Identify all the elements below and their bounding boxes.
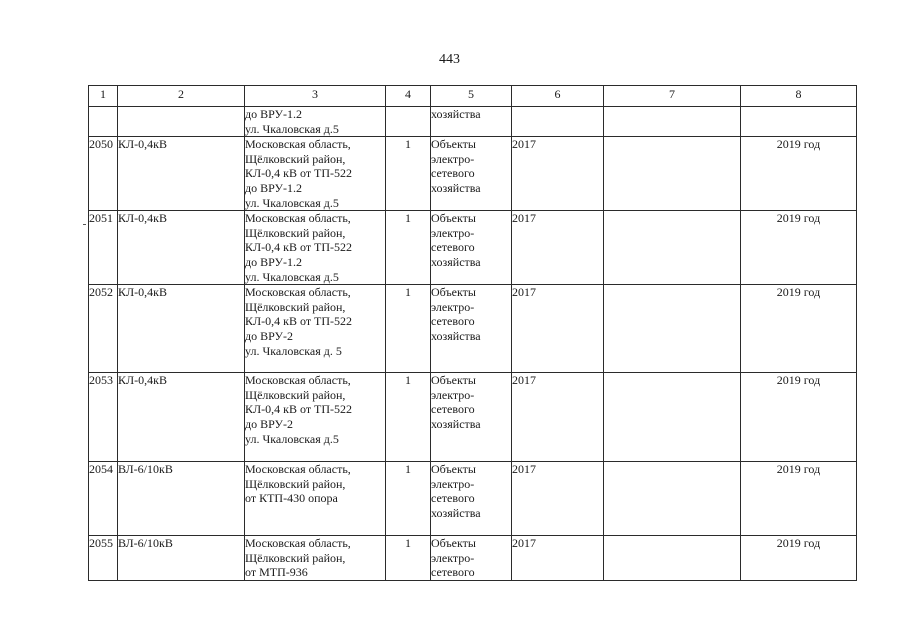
cell-number: 2052 xyxy=(89,285,118,373)
cell-quantity: 1 xyxy=(386,285,431,373)
registry-table xyxy=(88,85,857,581)
cell-type: КЛ-0,4кВ xyxy=(118,137,245,211)
scan-mark xyxy=(83,224,86,225)
cell-year: 2017 xyxy=(512,285,604,373)
cell-category: хозяйства xyxy=(431,107,512,137)
cell-category: Объекты электро- сетевого хозяйства xyxy=(431,462,512,536)
page-number: 443 xyxy=(439,52,460,67)
cell-year: 2017 xyxy=(512,137,604,211)
cell-period: 2019 год xyxy=(741,373,857,462)
cell-period: 2019 год xyxy=(741,462,857,536)
cell-address: до ВРУ-1.2 ул. Чкаловская д.5 xyxy=(245,107,386,137)
cell-quantity: 1 xyxy=(386,211,431,285)
header-row xyxy=(89,86,857,107)
cell-col7 xyxy=(604,536,741,581)
cell-address: Московская область, Щёлковский район, от МТП-936 xyxy=(245,536,386,581)
cell-category: Объекты электро- сетевого хозяйства xyxy=(431,211,512,285)
cell-year: 2017 xyxy=(512,462,604,536)
cell-number xyxy=(89,107,118,137)
header-col-1: 1 xyxy=(89,86,118,107)
cell-col7 xyxy=(604,373,741,462)
cell-period xyxy=(741,107,857,137)
cell-quantity: 1 xyxy=(386,536,431,581)
cell-year xyxy=(512,107,604,137)
header-col-8: 8 xyxy=(741,86,857,107)
header-col-4: 4 xyxy=(386,86,431,107)
cell-type xyxy=(118,107,245,137)
cell-number: 2054 xyxy=(89,462,118,536)
cell-address: Московская область, Щёлковский район, КЛ-0,4 кВ от ТП-522 до ВРУ-1.2 ул. Чкаловская д.5 xyxy=(245,137,386,211)
header-col-6: 6 xyxy=(512,86,604,107)
cell-address: Московская область, Щёлковский район, КЛ-0,4 кВ от ТП-522 до ВРУ-2 ул. Чкаловская д.5 xyxy=(245,373,386,462)
cell-category: Объекты электро- сетевого хозяйства xyxy=(431,137,512,211)
header-col-2: 2 xyxy=(118,86,245,107)
cell-address: Московская область, Щёлковский район, КЛ-0,4 кВ от ТП-522 до ВРУ-2 ул. Чкаловская д. 5 xyxy=(245,285,386,373)
table-row xyxy=(89,462,857,536)
table-row xyxy=(89,373,857,462)
table-row xyxy=(89,536,857,581)
header-col-3: 3 xyxy=(245,86,386,107)
table-row xyxy=(89,211,857,285)
header-col-5: 5 xyxy=(431,86,512,107)
cell-year: 2017 xyxy=(512,536,604,581)
cell-type: КЛ-0,4кВ xyxy=(118,211,245,285)
cell-period: 2019 год xyxy=(741,536,857,581)
cell-category: Объекты электро- сетевого xyxy=(431,536,512,581)
cell-period: 2019 год xyxy=(741,285,857,373)
cell-col7 xyxy=(604,285,741,373)
cell-col7 xyxy=(604,462,741,536)
cell-col7 xyxy=(604,211,741,285)
cell-type: КЛ-0,4кВ xyxy=(118,285,245,373)
table-row xyxy=(89,137,857,211)
cell-year: 2017 xyxy=(512,373,604,462)
table-row xyxy=(89,107,857,137)
cell-type: ВЛ-6/10кВ xyxy=(118,536,245,581)
cell-year: 2017 xyxy=(512,211,604,285)
cell-number: 2055 xyxy=(89,536,118,581)
cell-col7 xyxy=(604,107,741,137)
cell-type: КЛ-0,4кВ xyxy=(118,373,245,462)
cell-address: Московская область, Щёлковский район, от КТП-430 опора xyxy=(245,462,386,536)
table-row xyxy=(89,285,857,373)
cell-category: Объекты электро- сетевого хозяйства xyxy=(431,285,512,373)
cell-quantity: 1 xyxy=(386,373,431,462)
cell-number: 2051 xyxy=(89,211,118,285)
cell-col7 xyxy=(604,137,741,211)
cell-category: Объекты электро- сетевого хозяйства xyxy=(431,373,512,462)
cell-number: 2050 xyxy=(89,137,118,211)
cell-number: 2053 xyxy=(89,373,118,462)
cell-period: 2019 год xyxy=(741,137,857,211)
cell-address: Московская область, Щёлковский район, КЛ-0,4 кВ от ТП-522 до ВРУ-1.2 ул. Чкаловская д.5 xyxy=(245,211,386,285)
cell-type: ВЛ-6/10кВ xyxy=(118,462,245,536)
header-col-7: 7 xyxy=(604,86,741,107)
cell-period: 2019 год xyxy=(741,211,857,285)
cell-quantity: 1 xyxy=(386,462,431,536)
cell-quantity: 1 xyxy=(386,137,431,211)
cell-quantity xyxy=(386,107,431,137)
